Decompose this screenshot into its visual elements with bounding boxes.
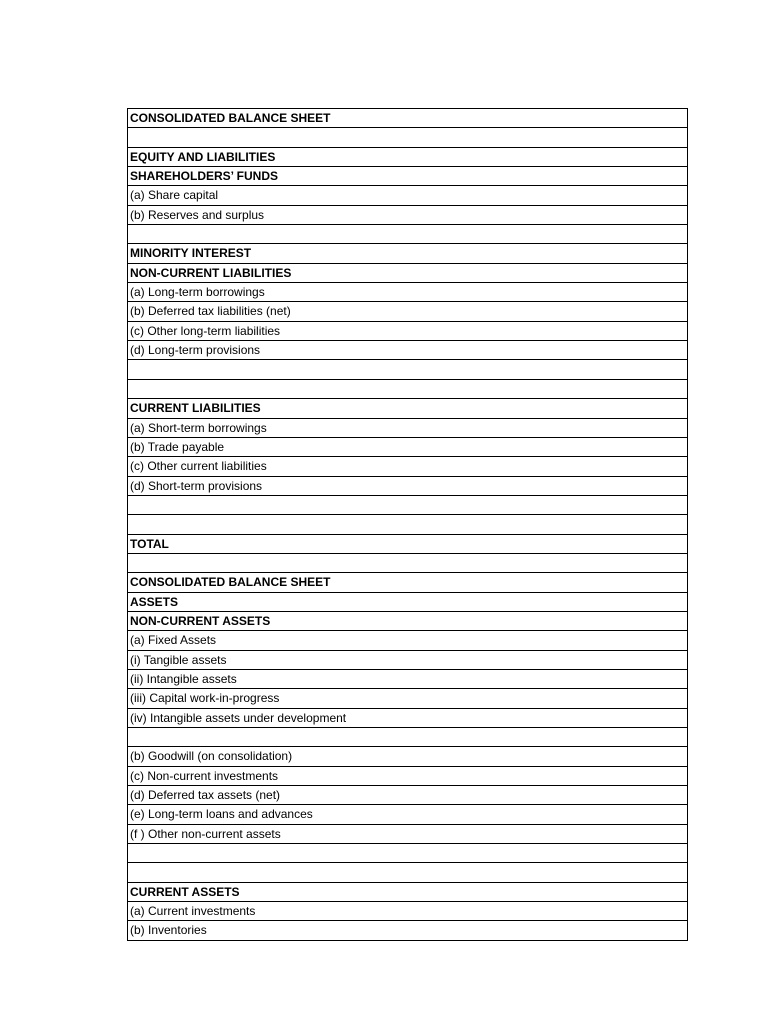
table-row: MINORITY INTEREST [128,244,687,263]
table-row-empty [128,225,687,244]
table-row: (c) Other long-term liabilities [128,322,687,341]
table-row: SHAREHOLDERS’ FUNDS [128,167,687,186]
table-row: TOTAL [128,535,687,554]
table-row-empty [128,844,687,863]
table-row: (iii) Capital work-in-progress [128,689,687,708]
table-row: (c) Non-current investments [128,767,687,786]
table-row: (f ) Other non-current assets [128,825,687,844]
table-row-empty [128,515,687,534]
table-row: (b) Deferred tax liabilities (net) [128,302,687,321]
table-row: (b) Trade payable [128,438,687,457]
table-row: (d) Short-term provisions [128,477,687,496]
table-row: (a) Long-term borrowings [128,283,687,302]
table-row: (iv) Intangible assets under development [128,709,687,728]
table-row: (c) Other current liabilities [128,457,687,476]
table-row: ASSETS [128,593,687,612]
table-row: CONSOLIDATED BALANCE SHEET [128,109,687,128]
table-row: (i) Tangible assets [128,651,687,670]
table-row: (a) Fixed Assets [128,631,687,650]
table-row-empty [128,554,687,573]
table-row: (b) Goodwill (on consolidation) [128,747,687,766]
table-row: (ii) Intangible assets [128,670,687,689]
table-row: (b) Inventories [128,921,687,940]
table-row: CURRENT LIABILITIES [128,399,687,418]
table-row-empty [128,496,687,515]
table-row: NON-CURRENT LIABILITIES [128,264,687,283]
table-row: EQUITY AND LIABILITIES [128,148,687,167]
table-row-empty [128,360,687,379]
table-row: (a) Current investments [128,902,687,921]
table-row: (e) Long-term loans and advances [128,805,687,824]
table-row-empty [128,728,687,747]
table-row-empty [128,863,687,882]
table-row: (b) Reserves and surplus [128,206,687,225]
table-row: (d) Deferred tax assets (net) [128,786,687,805]
table-row: CONSOLIDATED BALANCE SHEET [128,573,687,592]
balance-sheet-table [127,108,688,941]
table-row: NON-CURRENT ASSETS [128,612,687,631]
table-row: CURRENT ASSETS [128,883,687,902]
table-row: (d) Long-term provisions [128,341,687,360]
table-row-empty [128,128,687,147]
table-row-empty [128,380,687,399]
table-row: (a) Share capital [128,186,687,205]
table-row: (a) Short-term borrowings [128,419,687,438]
